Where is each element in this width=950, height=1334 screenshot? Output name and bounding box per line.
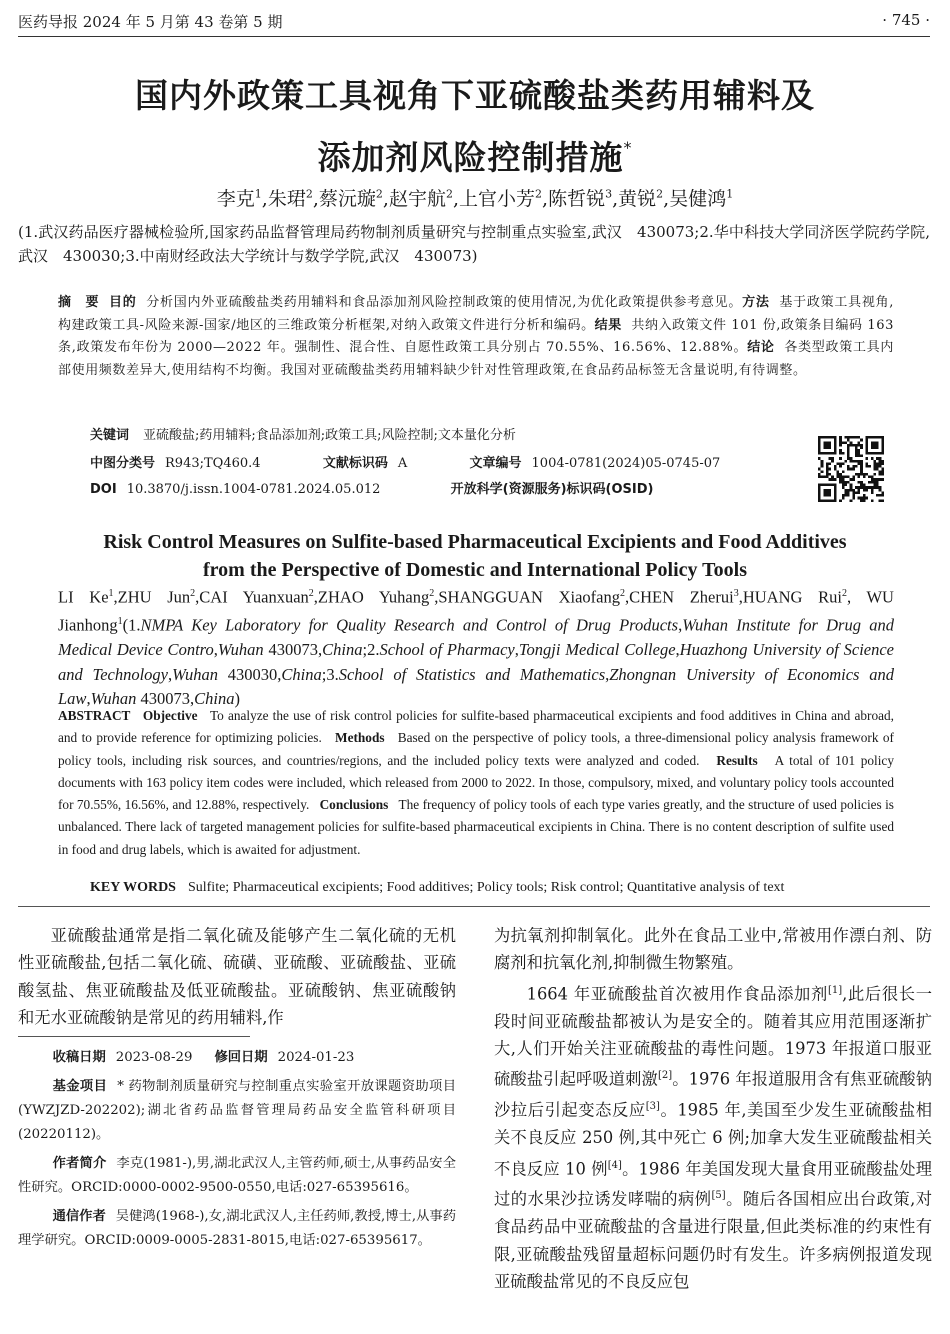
section-divider [18, 906, 930, 907]
affil-en-num-2: 2. [367, 640, 380, 659]
revised-date: 2024-01-23 [277, 1050, 355, 1065]
affil-en-city-2: Wuhan [172, 664, 218, 684]
citation-link[interactable]: [2] [657, 1070, 673, 1082]
affil-en-1: NMPA Key Laboratory for Quality Research and Control of Drug Products [140, 615, 679, 635]
title-line-2-text: 添加剂风险控制措施 [317, 138, 624, 177]
page-number: · 745 · [882, 11, 930, 29]
fund-text: * 药物制剂质量研究与控制重点实验室开放课题资助项目(YWZJZD-202202);湖北省药品监督管理局药品安全监管科研项目(20220112)。 [18, 1079, 457, 1142]
author-en-name: ZHAO Yuhang [317, 587, 430, 607]
affil-en-3b: Zhongnan University of Economics and Law [58, 664, 895, 708]
corresponding-footnote [18, 1205, 456, 1253]
author-name: 朱珺 [267, 188, 306, 210]
osid-label: 开放科学(资源服务)标识码(OSID) [450, 482, 654, 497]
author-affil-mark: 2 [656, 187, 664, 201]
author-en-mark: 2 [619, 588, 625, 599]
author-name: 赵宇航 [388, 188, 446, 210]
author-affil-mark: 2 [445, 187, 453, 201]
conclusions-en-label: Conclusions [319, 797, 389, 813]
affil-en-country-2: China [281, 664, 322, 684]
dates-footnote [18, 1046, 456, 1070]
author-affil-mark: 1 [726, 187, 734, 201]
affil-en-zip-3: 430073 [140, 689, 191, 708]
revised-label: 修回日期 [214, 1050, 268, 1065]
title-en-line-1: Risk Control Measures on Sulfite-based Pharmaceutical Excipients and Food Additives [103, 531, 847, 553]
author-en-name: LI Ke [58, 587, 109, 607]
abstract-en-label: ABSTRACT [58, 708, 131, 723]
affil-en-num-3: 3. [326, 664, 339, 684]
keywords-label: 关键词 [90, 428, 130, 443]
author-name: 蔡沅璇 [318, 188, 376, 210]
objective-en-label: Objective [142, 708, 198, 723]
affil-en-country-1: China [322, 640, 363, 659]
keywords-text: 亚硫酸盐;药用辅料;食品添加剂;政策工具;风险控制;文本量化分析 [143, 428, 516, 443]
affil-en-3: School of Statistics and Mathematics [338, 664, 606, 684]
author-affil-mark: 2 [375, 187, 383, 201]
author-en-name: SHANGGUAN Xiaofang [438, 587, 620, 607]
article-title-cn [40, 70, 910, 184]
body-text: 。随后各国相应出台政策,对食品药品中亚硫酸盐的含量进行限量,但此类标准的约束性有限,亚硫酸盐残留量超标问题仍时有发生。许多病例报道发现亚硫酸盐常见的不良反应包 [494, 1189, 932, 1291]
header-rule [18, 36, 930, 37]
author-bio-label: 作者简介 [52, 1156, 107, 1171]
footnote-rule [18, 1036, 250, 1037]
author [618, 188, 663, 210]
author-en-name: WU Jianhong [58, 587, 894, 635]
author [389, 188, 453, 210]
methods-text: 基于政策工具视角,构建政策工具-风险来源-国家/地区的三维政策分析框架,对纳入政策文件进行分析和编码。 [58, 295, 895, 333]
affil-en-zip-2: 430030 [227, 664, 278, 684]
author [548, 188, 612, 210]
author-en-name: ZHU Jun [117, 587, 191, 607]
doc-code-value: A [397, 456, 408, 471]
results-en-text: A total of 101 policy documents with 163 policy item codes were included, which released from 2000 to 2022. In those, compulsory, mixed, and voluntary policy tools accounted for 70.55%, 16.56%, and 12.88%, respectively. [58, 752, 894, 813]
author-en-name: CAI Yuanxuan [199, 587, 309, 607]
objective-text: 分析国内外亚硫酸盐类药用辅料和食品添加剂风险控制政策的使用情况,为优化政策提供参考意见。 [146, 295, 743, 310]
citation-link[interactable]: [4] [607, 1159, 622, 1171]
methods-en-text: Based on the perspective of policy tools, a three-dimensional policy analysis framework of policy tools, including risk sources, and countries/regions, and the included policy texts were analyzed and coded. [58, 730, 894, 768]
corresponding-label: 通信作者 [52, 1209, 106, 1224]
affil-en-city-1: Wuhan [217, 640, 264, 659]
author-en-mark: 2 [190, 588, 196, 599]
author-bio-text: 李克(1981-),男,湖北武汉人,主管药师,硕士,从事药品安全性研究。ORCID:0000-0002-9500-0550,电话:027-65395616。 [18, 1156, 457, 1195]
author-en-name: CHEN Zherui [629, 587, 734, 607]
fund-footnote [18, 1075, 456, 1147]
affil-en-zip-1: 430073 [268, 640, 319, 659]
affil-en-close: ) [234, 689, 240, 708]
citation-link[interactable]: [3] [645, 1101, 660, 1113]
abstract-en [58, 705, 894, 861]
title-footnote-mark: * [623, 138, 633, 157]
author-list-cn: 李克$^1$,朱珺$^2$,蔡沅璇$^2$,赵宇航$^2$,上官小芳$^2$,陈哲锐$^3$,黄锐$^2$,吴健鸿$^1$ [216, 187, 734, 210]
clc-label: 中图分类号 [90, 456, 156, 471]
citation-link[interactable]: [5] [711, 1190, 726, 1202]
affil-en-city-3: Wuhan [90, 689, 137, 708]
received-label: 收稿日期 [52, 1050, 106, 1065]
doi-row [90, 478, 663, 497]
body-column-right [494, 922, 932, 1295]
authors-affiliations-en: LI Ke$^1$,ZHU Jun$^2$,CAI Yuanxuan$^2$,ZHAO Yuhang$^2$,SHANGGUAN Xiaofang$^2$,CHEN Zherui$^3$,HUANG Rui$^2$, WU Jianhong$^1$(1.NMPA Key Laboratory for Quality Research and Control of Drug Products,Wuhan Institute for Drug and Medical Device Contro,Wuhan 430073,China;2.School of Pharmacy,Tongji Medical College,Huazhong University of Science and Technology,Wuhan 430030,China;3.School of Statistics and Mathematics,Zhongnan University of Economics and Law,Wuhan 430073,China) [58, 587, 895, 708]
author [319, 188, 383, 210]
keywords-cn [90, 424, 810, 443]
doi-value[interactable]: 10.3870/j.issn.1004-0781.2024.05.012 [126, 482, 381, 497]
keywords-en-text: Sulfite; Pharmaceutical excipients; Food additives; Policy tools; Risk control; Quantitative analysis of text [187, 880, 785, 895]
body-text: 。1986 年美国发现大量食用亚硫酸盐处理过的水果沙拉诱发哮喘的病例 [494, 1158, 932, 1209]
author [459, 188, 542, 210]
author-en-mark: 2 [841, 588, 847, 599]
article-title-en [30, 528, 920, 584]
results-en-label: Results [716, 752, 758, 768]
body-paragraph: 亚硫酸盐通常是指二氧化硫及能够产生二氧化硫的无机性亚硫酸盐,包括二氧化硫、硫磺、亚硫酸、亚硫酸盐、亚硫酸氢盐、焦亚硫酸盐及低亚硫酸盐。亚硫酸钠、焦亚硫酸钠和无水亚硫酸钠是常见的药用辅料,作 [18, 926, 456, 1028]
affil-en-country-3: China [194, 689, 235, 708]
objective-en-text: To analyze the use of risk control policies for sulfite-based pharmaceutical excipients and food additives in China and abroad, and to provide reference for optimizing policies. [58, 708, 894, 746]
conclusion-label: 结论 [747, 340, 775, 355]
author-en-mark: 1 [117, 616, 123, 627]
doc-code-label: 文献标识码 [322, 456, 388, 471]
keywords-en [90, 880, 894, 896]
footnotes [18, 1046, 456, 1258]
conclusions-en-text: The frequency of policy tools of each type varies greatly, and the structure of used policies is unbalanced. There lack of targeted management policies for sulfite-based pharmaceutical excipients in China. There is no content description of sulfite used in food and drug labels, which is awaited for adjustment. [58, 797, 894, 857]
affil-en-1b: Wuhan Institute for Drug and Medical Device Contro [58, 615, 894, 659]
title-line-1: 国内外政策工具视角下亚硫酸盐类药用辅料及 [135, 76, 815, 115]
author-name: 黄锐 [618, 188, 657, 210]
author-name: 李克 [216, 188, 255, 210]
body-text: 。1985 年,美国至少发生亚硫酸盐相关不良反应 250 例,其中死亡 6 例;加拿大发生亚硫酸盐相关不良反应 10 例 [494, 1100, 932, 1178]
classification-row [90, 452, 720, 471]
body-text: ,此后很长一段时间亚硫酸盐都被认为是安全的。随着其应用范围逐渐扩大,人们开始关注亚硫酸盐的毒性问题。1973 年报道口服亚硫酸盐引起呼吸道刺激 [494, 984, 932, 1089]
methods-en-label: Methods [335, 730, 385, 746]
author-name: 陈哲锐 [548, 188, 606, 210]
body-text: 1664 年亚硫酸盐首次被用作食品添加剂 [526, 984, 828, 1004]
author-name: 吴健鸿 [669, 188, 727, 210]
title-en-line-2: from the Perspective of Domestic and International Policy Tools [202, 559, 747, 581]
conclusion-text: 各类型政策工具内部使用频数差异大,使用结构不均衡。我国对亚硫酸盐类药用辅料缺少针对性管理政策,在食品药品标签无含量说明,有待调整。 [58, 340, 895, 378]
author [217, 188, 262, 210]
body-column-left [18, 922, 456, 1032]
corresponding-text: 吴健鸿(1968-),女,湖北武汉人,主任药师,教授,博士,从事药理学研究。ORCID:0009-0005-2831-8015,电话:027-65395617。 [18, 1209, 456, 1248]
author-name: 上官小芳 [459, 188, 536, 210]
body-text: 。1976 年报道服用含有焦亚硫酸钠沙拉后引起变态反应 [494, 1069, 932, 1120]
fund-label: 基金项目 [52, 1079, 108, 1094]
affiliations-cn: (1.武汉药品医疗器械检验所,国家药品监督管理局药物制剂质量研究与控制重点实验室,武汉 430073;2.华中科技大学同济医学院药学院,武汉 430030;3.中南财经政法大学统计与数学学院,武汉 430073) [18, 223, 930, 265]
body-paragraph-continued: 为抗氧剂抑制氧化。此外在食品工业中,常被用作漂白剂、防腐剂和抗氧化剂,抑制微生物繁殖。 [494, 926, 932, 973]
clc-value: R943;TQ460.4 [165, 456, 261, 471]
affil-en-2: School of Pharmacy [379, 640, 515, 659]
qr-code-icon[interactable] [818, 436, 884, 502]
author-en-mark: 1 [108, 588, 114, 599]
keywords-en-label: KEY WORDS [90, 880, 176, 895]
author-en-name: HUANG Rui [742, 587, 842, 607]
author-affil-mark: 2 [305, 187, 313, 201]
objective-label: 目的 [109, 295, 137, 310]
methods-label: 方法 [742, 295, 770, 310]
running-header [18, 9, 930, 33]
received-date: 2023-08-29 [115, 1050, 193, 1065]
body-paragraph [494, 977, 932, 1296]
affil-en-open: (1. [122, 615, 141, 635]
author-en-mark: 3 [733, 588, 739, 599]
author-en-mark: 2 [308, 588, 314, 599]
article-no-value: 1004-0781(2024)05-0745-07 [531, 456, 721, 471]
author-affil-mark: 2 [535, 187, 543, 201]
doi-label: DOI [90, 482, 117, 497]
results-label: 结果 [594, 317, 622, 333]
abstract-label: 摘 要 [58, 295, 100, 310]
author [268, 188, 313, 210]
affil-en-2c: Huazhong University of Science and Technology [58, 640, 895, 684]
author [669, 188, 733, 210]
author-bio-footnote [18, 1152, 456, 1200]
results-text: 共纳入政策文件 101 份,政策条目编码 163 条,政策发布年份为 2000—2022 年。强制性、混合性、自愿性政策工具分别占 70.55%、16.56%、12.88%。 [58, 317, 895, 355]
title-line-2 [40, 122, 910, 184]
author-affil-mark: 3 [605, 187, 613, 201]
journal-issue: 医药导报 2024 年 5 月第 43 卷第 5 期 [18, 13, 283, 31]
author-affil-mark: 1 [254, 187, 262, 201]
citation-link[interactable]: [1] [827, 984, 843, 996]
affil-en-2b: Tongji Medical College [518, 640, 676, 659]
abstract-cn [58, 292, 894, 382]
article-no-label: 文章编号 [469, 456, 522, 471]
author-en-mark: 2 [429, 588, 435, 599]
